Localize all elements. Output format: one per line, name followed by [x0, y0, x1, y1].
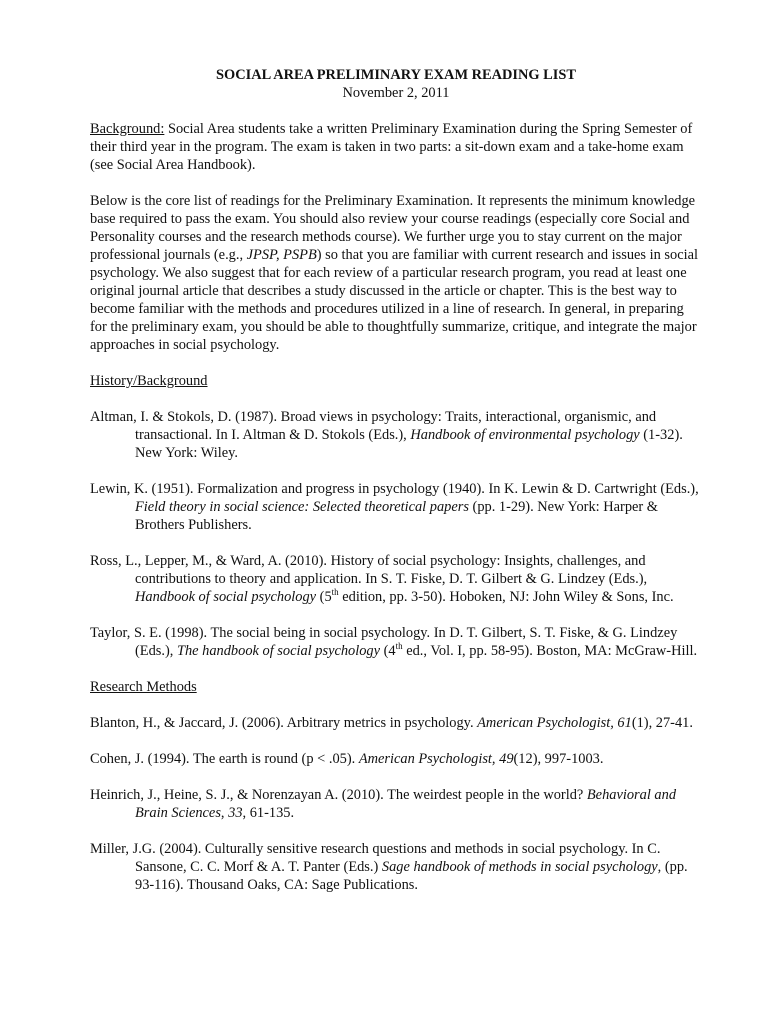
ref-text: Altman, I. & Stokols, D. (1987). Broad views in psychology: Traits, interactional, organismic, and transactional. In I. Altman & D. Stokols (Eds.), — [90, 409, 657, 443]
ref-title: Handbook of environmental psychology — [410, 427, 640, 443]
ref-text: (4 — [380, 643, 396, 659]
background-text: Social Area students take a written Preliminary Examination during the Spring Semester of their third year in the program. The exam is taken in two parts: a sit-down exam and a take-home exam (see Social Area Handbook). — [90, 121, 693, 173]
section-heading-history: History/Background — [90, 373, 208, 389]
ref-text: (5 — [316, 589, 332, 605]
ref-text: Heinrich, J., Heine, S. J., & Norenzayan A. (2010). The weirdest people in the world? — [90, 787, 587, 803]
intro-text-2: ) so that you are familiar with current research and issues in social psychology. We also suggest that for each review of a particular research program, you read at least one original journal article that describes a study discussed in the article or chapter. This is the best way to become familiar with the methods and procedures utilized in a line of research. In general, in preparing for the preliminary exam, you should be able to thoughtfully summarize, critique, and integrate the major approaches in social psychology. — [90, 247, 698, 353]
ref-title: The handbook of social psychology — [176, 643, 381, 659]
ref-text: edition, pp. 3-50). Hoboken, NJ: John Wiley & Sons, Inc. — [338, 589, 674, 605]
reference-taylor — [90, 624, 702, 660]
ref-text: Cohen, J. (1994). The earth is round (p < .05). — [90, 751, 359, 767]
ref-text: , (pp. 93-116). Thousand Oaks, CA: Sage Publications. — [135, 859, 688, 893]
reference-altman — [90, 408, 702, 462]
ref-title: Handbook of social psychology — [135, 589, 317, 605]
reference-blanton — [90, 714, 702, 732]
ref-title: Behavioral and Brain Sciences — [135, 787, 677, 821]
ref-superscript: th — [331, 587, 339, 598]
ref-superscript: th — [395, 641, 403, 652]
ref-text: , — [220, 805, 229, 821]
document-title: SOCIAL AREA PRELIMINARY EXAM READING LIST — [216, 67, 576, 83]
ref-title: Sage handbook of methods in social psychology — [381, 859, 658, 875]
background-paragraph — [90, 120, 702, 174]
ref-title: American Psychologist, 61 — [477, 715, 632, 731]
reference-cohen — [90, 750, 702, 768]
ref-text: Blanton, H., & Jaccard, J. (2006). Arbitrary metrics in psychology. — [90, 715, 478, 731]
ref-text: Ross, L., Lepper, M., & Ward, A. (2010). History of social psychology: Insights, challenges, and contributions to theory and application. In S. T. Fiske, D. T. Gilbert & G. Lindzey (Eds.), — [90, 553, 648, 587]
ref-text: Taylor, S. E. (1998). The social being in social psychology. In D. T. Gilbert, S. T. Fiske, & G. Lindzey (Eds.), — [90, 625, 678, 659]
ref-title: American Psychologist, 49 — [358, 751, 514, 767]
document-date: November 2, 2011 — [342, 85, 450, 101]
ref-text: (1), 27-41. — [631, 715, 693, 731]
ref-text: Lewin, K. (1951). Formalization and progress in psychology (1940). In K. Lewin & D. Cartwright (Eds.), — [90, 481, 699, 497]
ref-text: , 61-135. — [242, 805, 295, 821]
ref-text: (pp. 1-29). New York: Harper & Brothers Publishers. — [135, 499, 658, 533]
reference-lewin — [90, 480, 702, 534]
ref-volume: 33 — [228, 805, 243, 821]
intro-paragraph — [90, 192, 702, 354]
ref-text: Miller, J.G. (2004). Culturally sensitive research questions and methods in social psychology. In C. Sansone, C. C. Morf & A. T. Panter (Eds.) — [90, 841, 661, 875]
background-label: Background: — [90, 121, 165, 137]
reference-miller — [90, 840, 702, 894]
reference-ross — [90, 552, 702, 606]
section-heading-methods: Research Methods — [90, 679, 197, 695]
intro-journals: JPSP, PSPB — [246, 247, 317, 263]
ref-text: (1-32). New York: Wiley. — [135, 427, 683, 461]
reference-heinrich — [90, 786, 702, 822]
ref-title: Field theory in social science: Selected theoretical papers — [135, 499, 469, 515]
ref-text: (12), 997-1003. — [513, 751, 604, 767]
intro-text-1: Below is the core list of readings for the Preliminary Examination. It represents the minimum knowledge base required to pass the exam. You should also review your course readings (especially core Social and Personality courses and the research methods course). We further urge you to stay current on the major professional journals (e.g., — [90, 193, 696, 263]
ref-text: ed., Vol. I, pp. 58-95). Boston, MA: McGraw-Hill. — [402, 643, 698, 659]
